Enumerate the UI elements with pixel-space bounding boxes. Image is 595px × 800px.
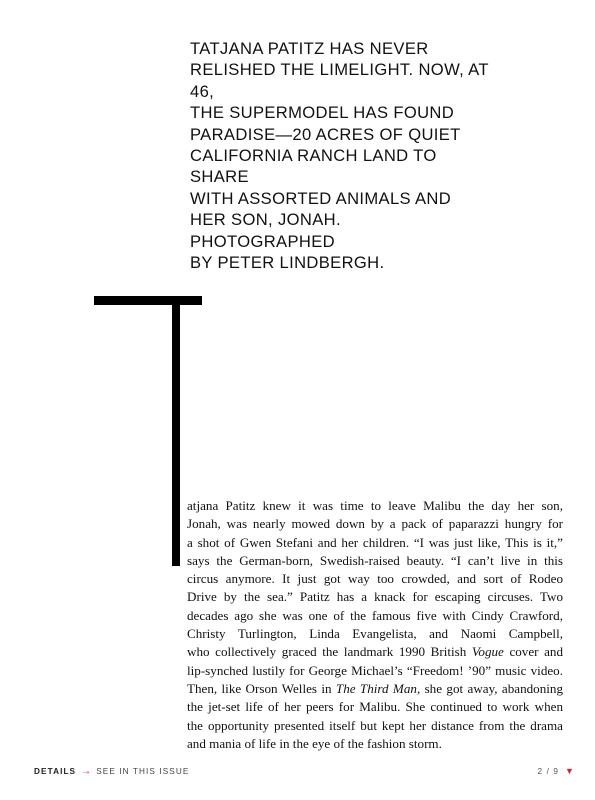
page-footer bbox=[34, 764, 575, 778]
body-line: Then, like Orson Welles in The Third Man, she got away, abandoning bbox=[187, 680, 564, 696]
arrow-right-icon: → bbox=[81, 765, 93, 777]
body-line: who collectively graced the landmark 1990 British Vogue cover and bbox=[187, 644, 564, 660]
see-in-this-issue-link[interactable]: SEE IN THIS ISSUE bbox=[96, 766, 190, 776]
triangle-down-icon[interactable]: ▼ bbox=[564, 766, 575, 776]
body-line: decades ago she was one of the famous five with Cindy Crawford, bbox=[187, 607, 563, 623]
deck-line: WITH ASSORTED ANIMALS AND bbox=[190, 188, 452, 208]
body-line: a shot of Gwen Stefani and her children. “I was just like, This is it,” bbox=[187, 534, 563, 550]
deck-line: THE SUPERMODEL HAS FOUND bbox=[190, 103, 455, 123]
page-indicator bbox=[538, 766, 575, 776]
body-line: circus anymore. It just got way too crowded, and sort of Rodeo bbox=[187, 571, 563, 587]
body-line: atjana Patitz knew it was time to leave Malibu the day her son, bbox=[187, 498, 563, 513]
body-line: Christy Turlington, Linda Evangelista, and Naomi Campbell, bbox=[187, 626, 563, 642]
deck-line: BY PETER LINDBERGH. bbox=[190, 253, 385, 273]
body-line: Drive by the sea.” Patitz has a knack for escaping circuses. Two bbox=[187, 589, 563, 605]
italic-title: Vogue bbox=[471, 644, 504, 660]
deck-line: CALIFORNIA RANCH LAND TO SHARE bbox=[190, 146, 437, 187]
body-line: Jonah, was nearly mowed down by a pack of paparazzi hungry for bbox=[187, 516, 563, 532]
body-line: the opportunity presented itself but kept her distance from the drama bbox=[187, 717, 563, 733]
body-line: the jet-set life of her peers for Malibu. She continued to work when bbox=[187, 699, 563, 715]
article-body bbox=[187, 497, 563, 753]
body-line: lip-synched lustily for George Michael’s “Freedom! ’90” music video. bbox=[187, 662, 563, 678]
deck-line: TATJANA PATITZ HAS NEVER bbox=[190, 39, 429, 58]
body-line: says the German-born, Swedish-raised beauty. “I can’t live in this bbox=[187, 552, 563, 568]
article-deck bbox=[190, 38, 490, 273]
deck-line: PARADISE—20 ACRES OF QUIET bbox=[190, 124, 461, 144]
drop-cap-crossbar bbox=[94, 296, 202, 305]
drop-cap-stem bbox=[172, 296, 180, 566]
deck-line: HER SON, JONAH. PHOTOGRAPHED bbox=[190, 210, 341, 251]
deck-line: RELISHED THE LIMELIGHT. NOW, AT 46, bbox=[190, 60, 489, 101]
page-number: 2 / 9 bbox=[537, 766, 559, 776]
section-label: DETAILS bbox=[34, 766, 77, 776]
body-line: and mania of life in the eye of the fashion storm. bbox=[187, 735, 442, 751]
italic-title: The Third Man bbox=[335, 680, 417, 696]
